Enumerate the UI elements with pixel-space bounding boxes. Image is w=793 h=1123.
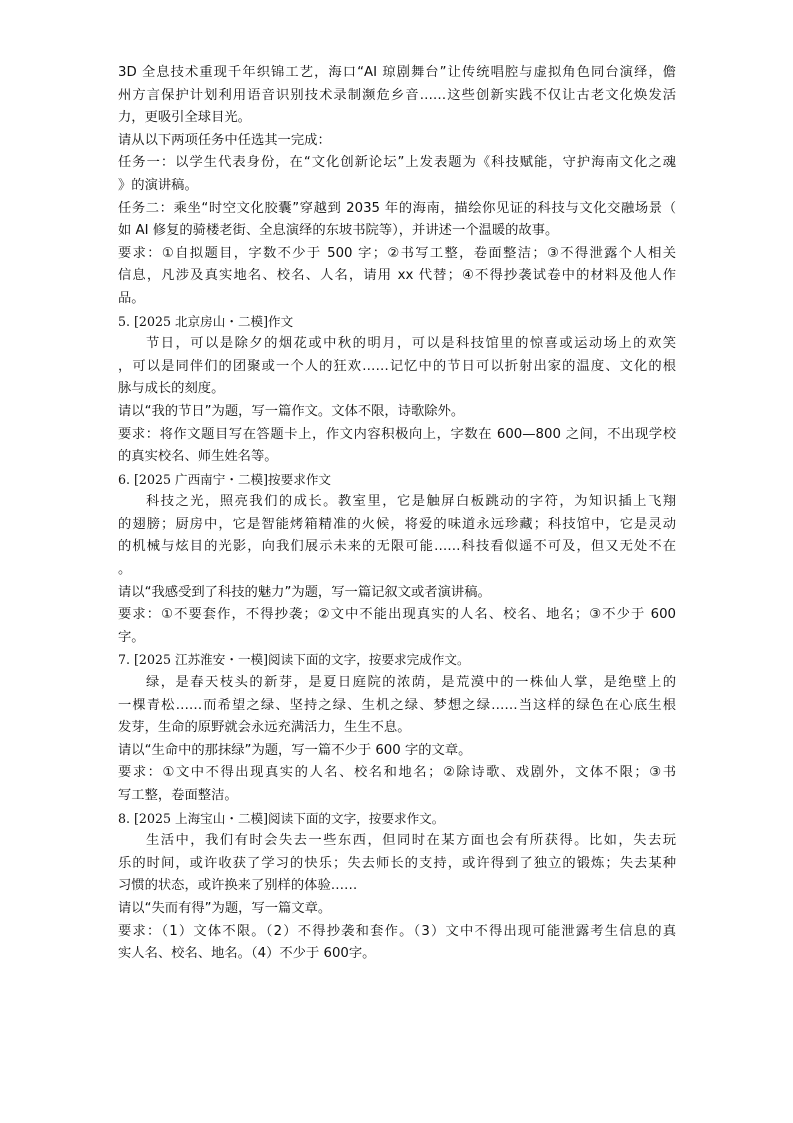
text-line: 的翅膀；厨房中，它是智能烤箱精准的火候，将爱的味道永远珍藏；科技馆中，它是灵动 [118,516,676,532]
text-line: 任务二：乘坐“时空文化胶囊”穿越到 2035 年的海南，描绘你见证的科技与文化交融场景（ [118,200,676,216]
text-line: 要求：（1）文体不限。（2）不得抄袭和套作。（3）文中不得出现可能泄露考生信息的真 [118,923,676,939]
question-material [118,333,676,401]
question-heading: 7. [2025 江苏淮安・一模]阅读下面的文字，按要求完成作文。 [118,652,470,668]
question-material [118,672,676,740]
text-line: 》的演讲稿。 [118,177,198,193]
text-line: 一棵青松……而希望之绿、坚持之绿、生机之绿、梦想之绿……当这样的绿色在心底生根 [118,697,676,713]
question-prompt: 请以“我感受到了科技的魅力”为题，写一篇记叙文或者演讲稿。 [118,584,491,600]
exam-page [118,62,676,966]
question-prompt: 请以“生命中的那抹绿”为题，写一篇不少于 600 字的文章。 [118,742,472,758]
requirements [118,243,676,311]
text-line: 写工整，卷面整洁。 [118,788,238,803]
text-line: 习惯的状态，或许换来了别样的体验…… [118,878,358,894]
text-line: 字。 [118,629,145,645]
text-line: 要求：①自拟题目，字数不少于 500 字；②书写工整，卷面整洁；③不得泄露个人相关 [118,245,676,261]
text-line: 科技之光，照亮我们的成长。教室里，它是触屏白板跳动的字符，为知识插上飞翔 [146,494,676,510]
text-line: 乐的时间，或许收获了学习的快乐；失去师长的支持，或许得到了独立的锻炼；失去某种 [118,855,676,871]
requirements [118,424,676,469]
text-line: 生活中，我们有时会失去一些东西，但同时在某方面也会有所获得。比如，失去玩 [146,833,676,849]
text-line: 要求：将作文题目写在答题卡上，作文内容积极向上，字数在 600—800 之间，不出现学校 [118,426,676,442]
text-line: 信息，凡涉及真实地名、校名、人名，请用 xx 代替；④不得抄袭试卷中的材料及他人作 [118,268,676,284]
question-prompt: 请以“我的节日”为题，写一篇作文。文体不限，诗歌除外。 [118,403,465,419]
text-line: 节日，可以是除夕的烟花或中秋的明月，可以是科技馆里的惊喜或运动场上的欢笑 [146,336,676,352]
question-material [118,830,676,898]
text-line: ，可以是同伴们的团聚或一个人的狂欢……记忆中的节日可以折射出家的温度、文化的根 [118,358,676,374]
text-line: 的真实校名、师生姓名等。 [118,449,278,465]
text-line: 要求：①不要套作，不得抄袭；②文中不能出现真实的人名、校名、地名；③不少于 600 [118,607,676,623]
question-heading: 8. [2025 上海宝山・二模]阅读下面的文字，按要求作文。 [118,810,445,826]
question-heading: 6. [2025 广西南宁・二模]按要求作文 [118,471,332,487]
text-line: 品。 [118,290,145,306]
text-line: 3D 全息技术重现千年织锦工艺，海口“AI 琼剧舞台”让传统唱腔与虚拟角色同台演绎，儋 [118,65,676,80]
task-prompt: 请从以下两项任务中任选其一完成： [118,132,331,148]
text-line: 州方言保护计划利用语音识别技术录制濒危乡音……这些创新实践不仅让古老文化焕发活 [118,87,676,103]
text-line: 如 AI 修复的骑楼老街、全息演绎的东坡书院等），并讲述一个温暖的故事。 [118,223,559,239]
requirements [118,604,676,649]
text-line: 力，更吸引全球目光。 [118,110,251,126]
intro-material [118,62,676,130]
question-prompt: 请以“失而有得”为题，写一篇文章。 [118,900,332,916]
task-two [118,198,676,243]
question-material [118,491,676,581]
text-line: 实人名、校名、地名。（4）不少于 600字。 [118,946,376,962]
text-line: 发芽，生命的原野就会永远充满活力，生生不息。 [118,720,411,736]
text-line: 。 [118,562,132,578]
requirements [118,762,676,807]
text-line: 要求：①文中不得出现真实的人名、校名和地名；②除诗歌、戏剧外，文体不限；③书 [118,765,676,781]
text-line: 任务一：以学生代表身份，在“文化创新论坛”上发表题为《科技赋能，守护海南文化之魂 [118,155,676,171]
text-line: 脉与成长的刻度。 [118,381,225,397]
question-heading: 5. [2025 北京房山・二模]作文 [118,313,294,329]
requirements [118,921,676,966]
text-line: 的机械与炫目的光影，向我们展示未来的无限可能……科技看似遥不可及，但又无处不在 [118,539,676,555]
task-one [118,152,676,197]
text-line: 绿，是春天枝头的新芽，是夏日庭院的浓荫，是荒漠中的一株仙人掌，是绝壁上的 [146,675,676,691]
